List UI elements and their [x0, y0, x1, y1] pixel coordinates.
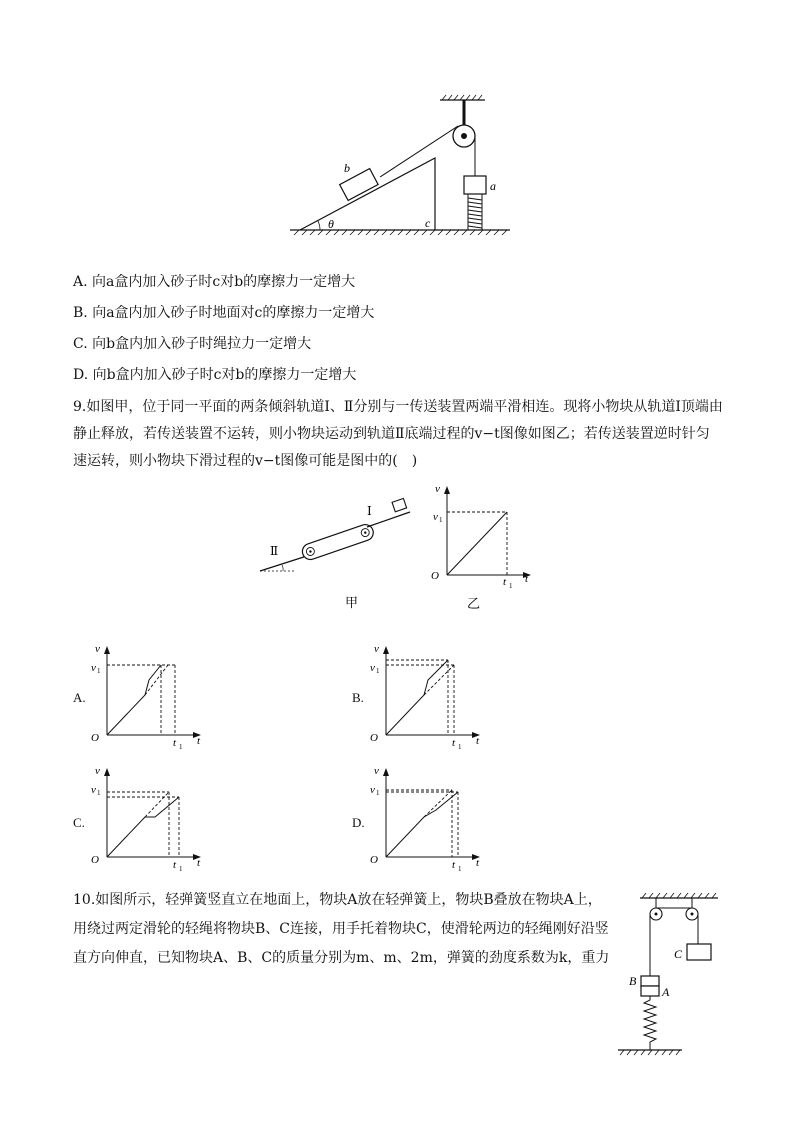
label-b: B — [629, 974, 637, 988]
incline-pulley-figure — [280, 90, 520, 250]
axis-v1-sub: 1 — [376, 789, 380, 797]
q8-option-d: D. 向b盒内加入砂子时c对b的摩擦力一定增大 — [73, 367, 357, 383]
label-c: c — [425, 216, 431, 230]
axis-t-label: t — [476, 735, 480, 747]
axis-v-label: v — [95, 765, 100, 777]
axis-v-label: v — [374, 643, 379, 655]
axis-v1-label: v — [370, 662, 375, 674]
q9-figure-yi — [425, 480, 540, 610]
q8-option-b: B. 向a盒内加入砂子时地面对c的摩擦力一定增大 — [73, 305, 375, 321]
q8-option-c: C. 向b盒内加入砂子时绳拉力一定增大 — [73, 336, 312, 352]
label-a: A — [662, 985, 670, 999]
axis-origin: O — [91, 854, 99, 866]
q9-option-a-graph — [85, 640, 215, 755]
figure-jia-caption: 甲 — [345, 595, 359, 610]
q10-pulley-spring-figure — [612, 888, 724, 1063]
q8-option-a: A. 向a盒内加入砂子时c对b的摩擦力一定增大 — [73, 274, 356, 290]
axis-t-label: t — [197, 735, 201, 747]
label-b: b — [344, 161, 350, 175]
axis-t1-sub: 1 — [458, 865, 462, 873]
q9-option-c-label: C. — [73, 815, 85, 830]
yi-v-label: v — [435, 483, 440, 495]
axis-v1-label: v — [370, 784, 375, 796]
axis-t1-label: t — [452, 737, 456, 749]
axis-v1-label: v — [91, 662, 96, 674]
q9-option-a-label: A. — [73, 690, 86, 705]
q9-figure-jia — [255, 495, 425, 615]
axis-t1-label: t — [173, 737, 177, 749]
yi-t1-sub: 1 — [509, 582, 513, 590]
axis-v1-label: v — [91, 784, 96, 796]
label-c: C — [674, 947, 683, 961]
q9-option-b-label: B. — [352, 690, 364, 705]
axis-t-label: t — [197, 857, 201, 869]
track-2-label: Ⅱ — [270, 544, 279, 558]
axis-v1-sub: 1 — [97, 667, 101, 675]
axis-t-label: t — [476, 857, 480, 869]
axis-origin: O — [370, 732, 378, 744]
yi-t1-label: t — [503, 576, 507, 588]
axis-t1-sub: 1 — [179, 865, 183, 873]
yi-t-label: t — [525, 573, 529, 585]
axis-t1-sub: 1 — [179, 743, 183, 751]
yi-v1-label: v — [433, 511, 438, 523]
axis-v1-sub: 1 — [376, 667, 380, 675]
axis-v1-sub: 1 — [97, 789, 101, 797]
yi-origin: O — [431, 570, 439, 582]
axis-origin: O — [370, 854, 378, 866]
q9-option-d-label: D. — [352, 815, 365, 830]
yi-v1-sub: 1 — [439, 516, 443, 524]
axis-origin: O — [91, 732, 99, 744]
q10-question-text: 10.如图所示，轻弹簧竖直立在地面上，物块A放在轻弹簧上，物块B叠放在物块A上，用绕过两定滑轮的轻绳将物块B、C连接，用手托着物块C，使滑轮两边的轻绳刚好沿竖直方向伸直，已知物块A、B、C的质量分别为m、m、2m，弹簧的劲度系数为k，重力 — [73, 892, 610, 966]
axis-v-label: v — [95, 643, 100, 655]
figure-yi-caption: 乙 — [467, 596, 481, 611]
q9-option-d-graph — [364, 762, 494, 877]
axis-v-label: v — [374, 765, 379, 777]
q9-option-b-graph — [364, 640, 494, 755]
q9-question-text: 9.如图甲，位于同一平面的两条倾斜轨道Ⅰ、Ⅱ分别与一传送装置两端平滑相连。现将小物块从轨道Ⅰ顶端由静止释放，若传送装置不运转，则小物块运动到轨道Ⅱ底端过程的v−t图像如图乙；若传送装置逆时针匀速运转，则小物块下滑过程的v−t图像可能是图中的( ) — [73, 399, 723, 469]
axis-t1-label: t — [173, 859, 177, 871]
label-theta: θ — [328, 217, 334, 231]
axis-t1-sub: 1 — [458, 743, 462, 751]
q9-option-c-graph — [85, 762, 215, 877]
track-1-label: Ⅰ — [367, 504, 372, 518]
axis-t1-label: t — [452, 859, 456, 871]
label-a: a — [490, 179, 496, 193]
